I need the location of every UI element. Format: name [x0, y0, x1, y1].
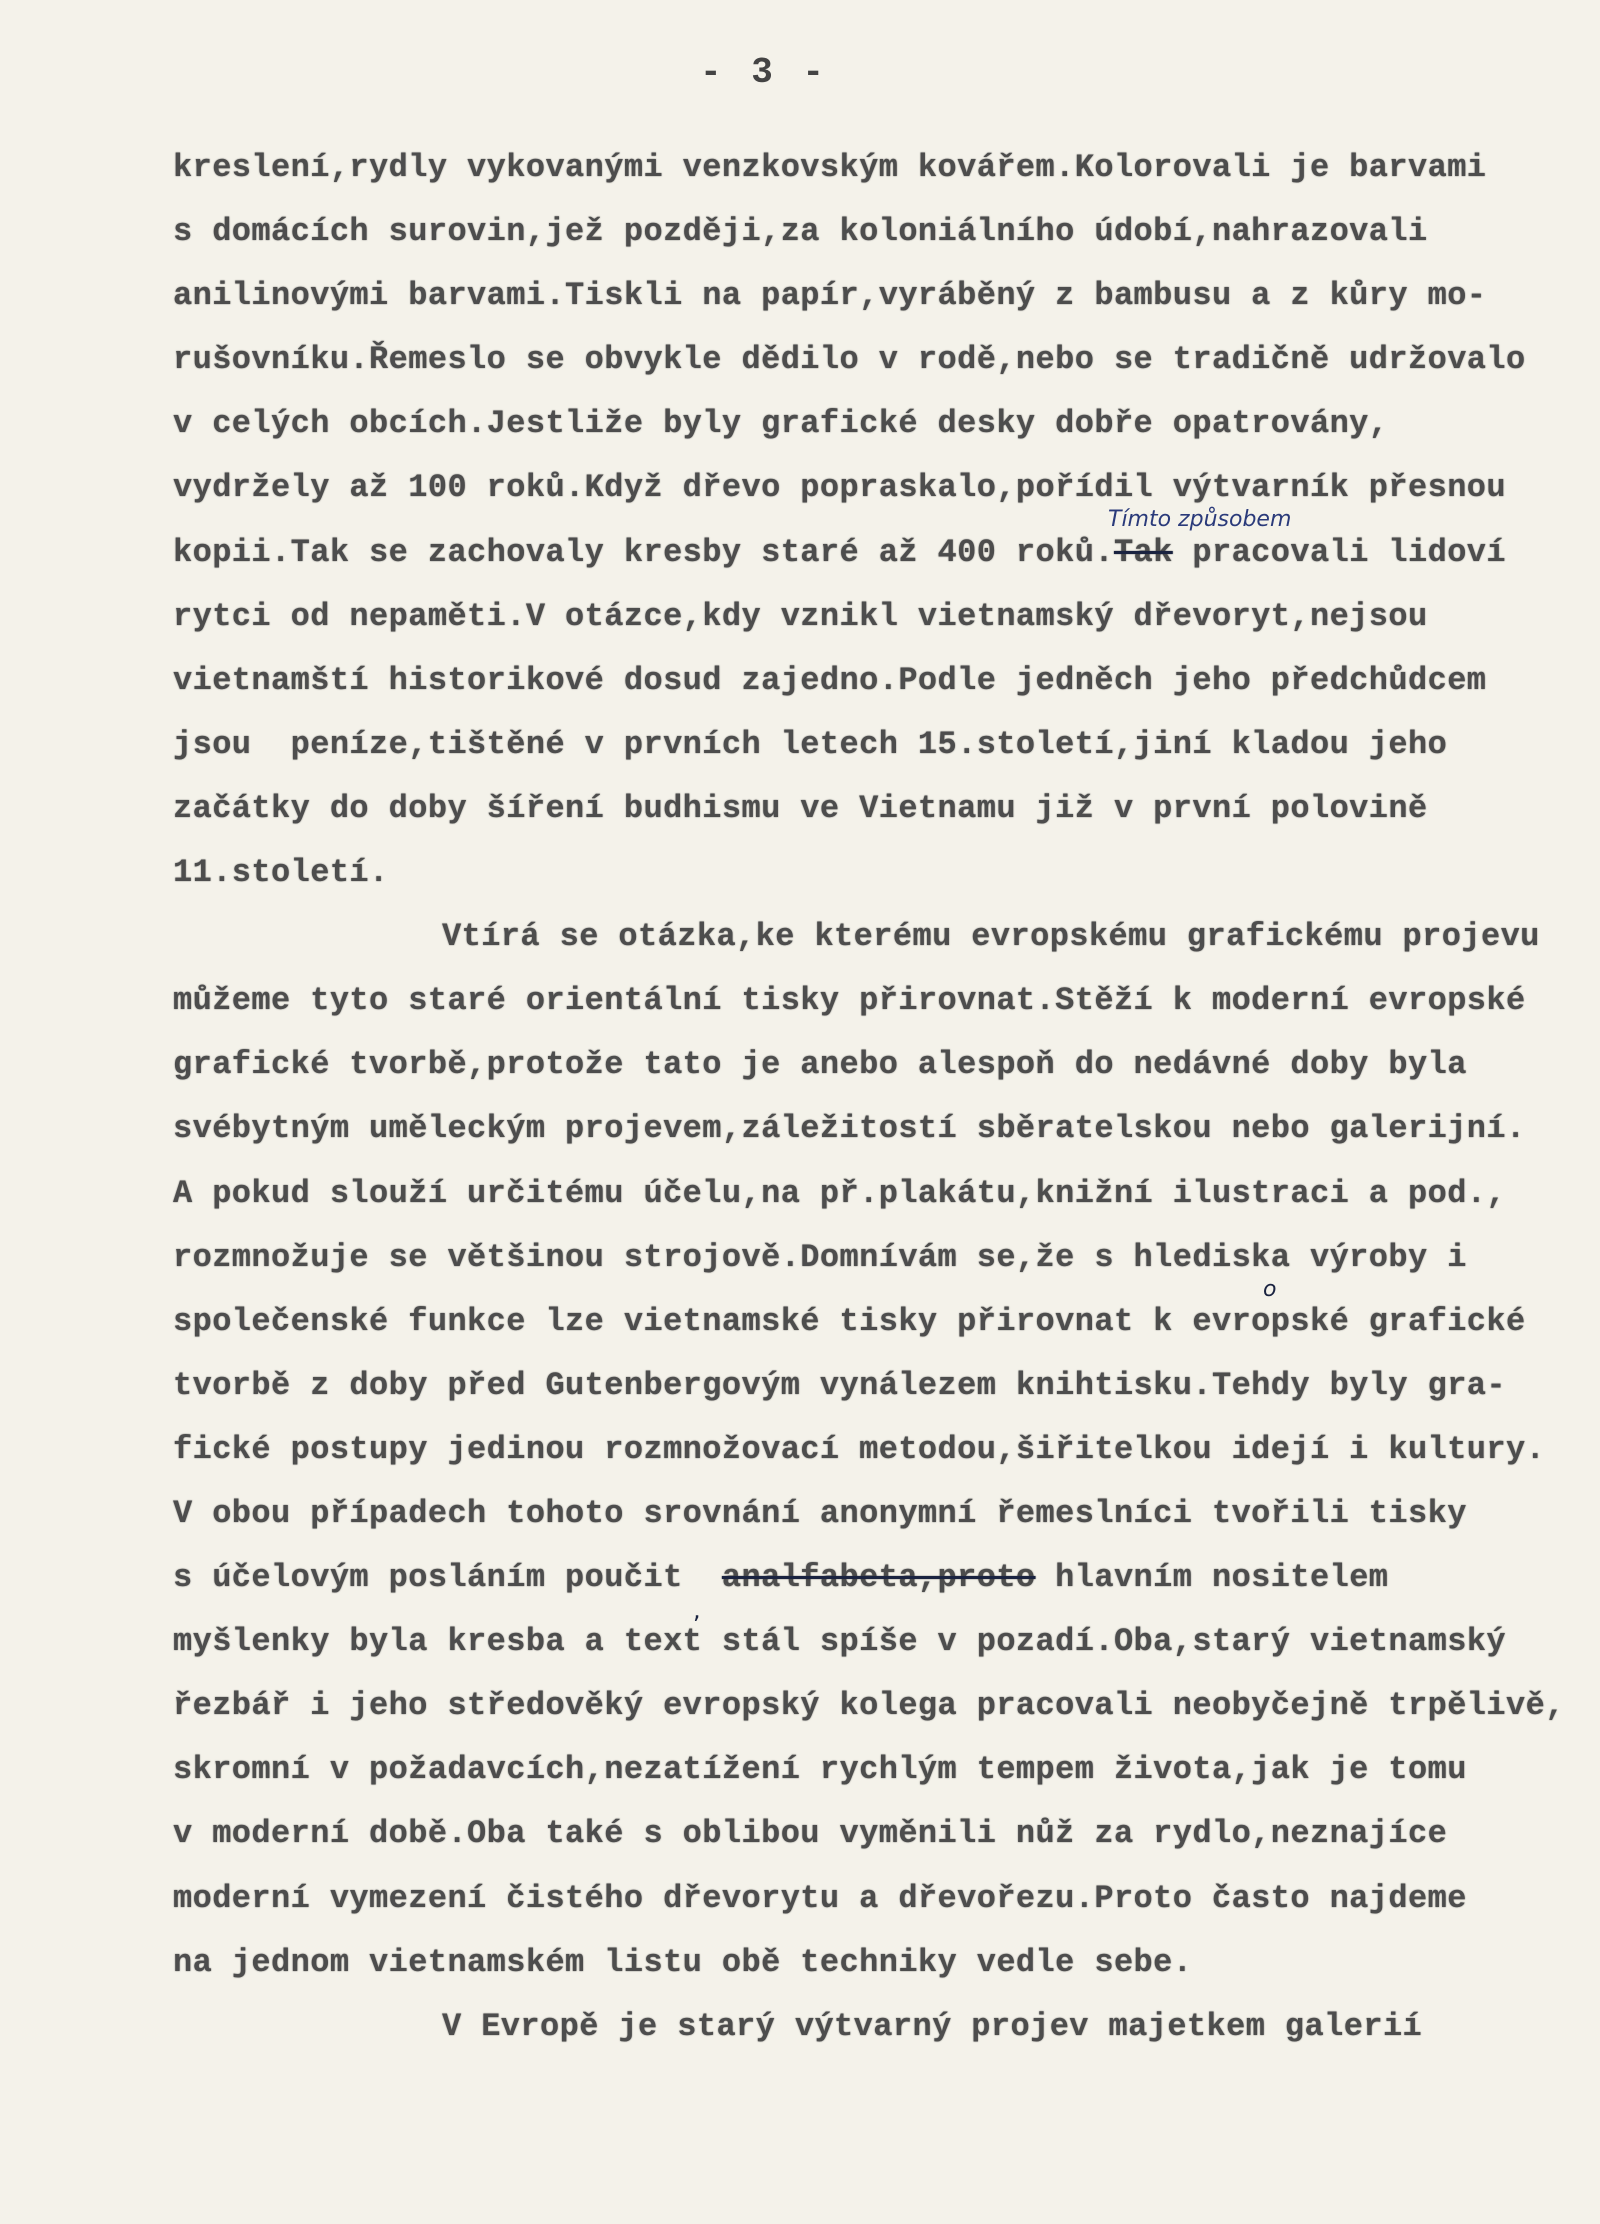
text-line: začátky do doby šíření budhismu ve Vietnamu již v první polovině	[173, 789, 1428, 827]
text-line: grafické tvorbě,protože tato je anebo alespoň do nedávné doby byla	[173, 1046, 1467, 1084]
handwritten-correction: o	[1263, 1277, 1277, 1302]
text-line: jsou peníze,tištěné v prvních letech 15.století,jiní kladou jeho	[173, 725, 1448, 763]
text-line: fické postupy jedinou rozmnožovací metodou,šiřitelkou idejí i kultury.	[173, 1430, 1546, 1468]
text-line: kreslení,rydly vykovanými venzkovským kovářem.Kolorovali je barvami	[173, 149, 1487, 186]
text-line: V obou případech tohoto srovnání anonymní řemeslníci tvořili tisky	[173, 1494, 1467, 1532]
page-number: - 3 -	[700, 52, 829, 93]
text-line: skromní v požadavcích,nezatížení rychlým tempem života,jak je tomu	[173, 1751, 1467, 1789]
handwritten-comma: ,	[693, 1596, 701, 1624]
text-segment: hlavním nositelem	[1035, 1559, 1389, 1597]
text-line: v celých obcích.Jestliže byly grafické desky dobře opatrovány,	[173, 405, 1389, 443]
text-line: vietnamští historikové dosud zajedno.Podle jedněch jeho předchůdcem	[173, 661, 1487, 699]
text-segment: pracovali lidoví	[1172, 533, 1507, 571]
text-line: A pokud slouží určitému účelu,na př.plakátu,knižní ilustraci a pod.,	[173, 1174, 1507, 1212]
text-line: rytci od nepaměti.V otázce,kdy vznikl vietnamský dřevoryt,nejsou	[173, 597, 1428, 635]
text-segment: s účelovým posláním poučit	[173, 1559, 722, 1597]
text-line: můžeme tyto staré orientální tisky přirovnat.Stěží k moderní evropské	[173, 982, 1526, 1020]
struck-text: Tak	[1113, 533, 1173, 571]
text-line: V Evropě je starý výtvarný projev majetkem galerií	[442, 2007, 1423, 2045]
text-line: s domácích surovin,jež později,za koloniálního údobí,nahrazovali	[173, 213, 1428, 251]
text-line: rozmnožuje se většinou strojově.Domnívám se,že s hlediska výroby i	[173, 1238, 1467, 1276]
text-line: vydržely až 100 roků.Když dřevo popraskalo,pořídil výtvarník přesnou	[173, 469, 1507, 507]
text-line	[173, 1559, 1565, 1597]
text-line: anilinovými barvami.Tiskli na papír,vyráběný z bambusu a z kůry mo-	[173, 277, 1487, 315]
text-segment: kopii.Tak se zachovaly kresby staré až 400 roků.	[173, 533, 1114, 571]
text-line: na jednom vietnamském listu obě techniky vedle sebe.	[173, 1943, 1193, 1981]
text-line: v moderní době.Oba také s oblibou vyměnili nůž za rydlo,neznajíce	[173, 1815, 1448, 1853]
text-line: tvorbě z doby před Gutenbergovým vynálezem knihtisku.Tehdy byly gra-	[173, 1366, 1507, 1404]
text-line: řezbář i jeho středověký evropský kolega pracovali neobyčejně trpělivě,	[173, 1687, 1565, 1725]
text-line: myšlenky byla kresba a text stál spíše v pozadí.Oba,starý vietnamský	[173, 1623, 1507, 1661]
struck-text: analfabeta,proto	[721, 1559, 1036, 1597]
handwritten-insertion: Tímto způsobem	[1108, 507, 1292, 532]
document-body	[173, 149, 1565, 2072]
text-line	[173, 534, 1565, 572]
text-line: rušovníku.Řemeslo se obvykle dědilo v rodě,nebo se tradičně udržovalo	[173, 341, 1526, 379]
text-line: moderní vymezení čistého dřevorytu a dřevořezu.Proto často najdeme	[173, 1879, 1467, 1917]
text-line: společenské funkce lze vietnamské tisky přirovnat k evropské grafické	[173, 1302, 1526, 1340]
text-line: 11.století.	[173, 854, 389, 892]
text-line: svébytným uměleckým projevem,záležitostí sběratelskou nebo galerijní.	[173, 1110, 1526, 1148]
text-line: Vtírá se otázka,ke kterému evropskému grafickému projevu	[442, 918, 1540, 956]
